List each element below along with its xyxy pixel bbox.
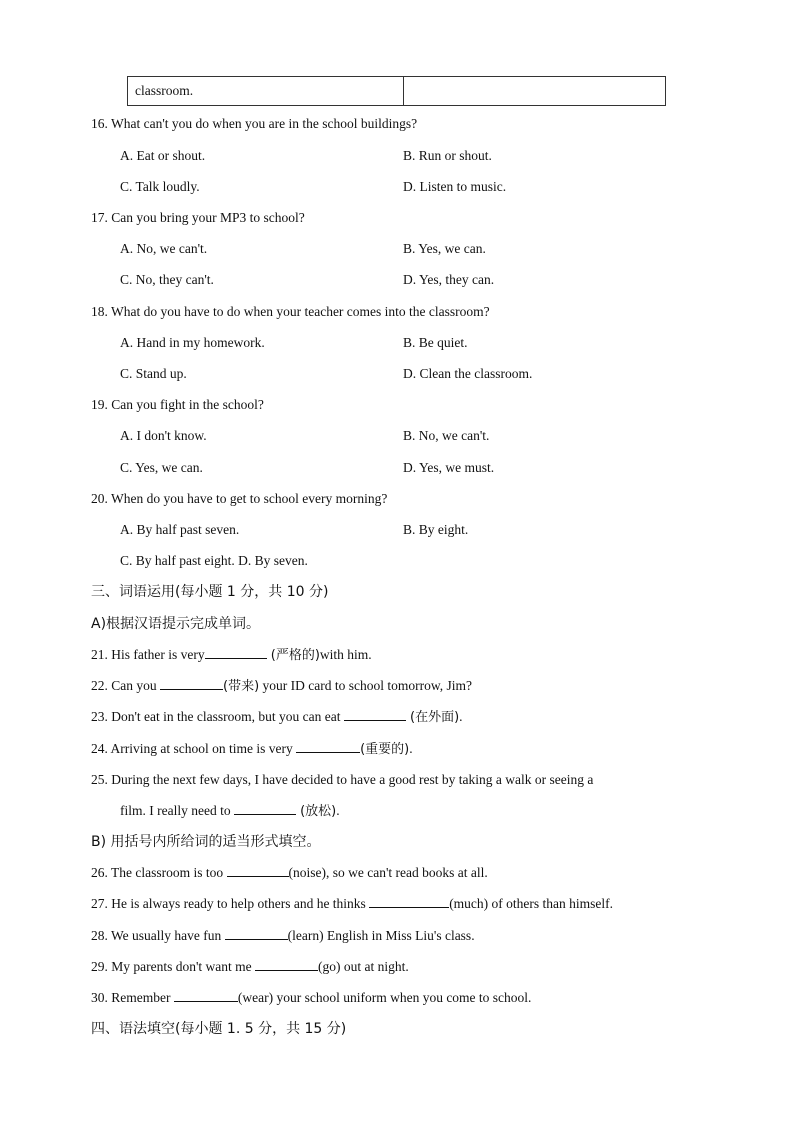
question-18-stem: 18. What do you have to do when your teacher comes into the classroom? — [91, 304, 490, 319]
question-23 — [91, 707, 463, 727]
question-16-option-d: D. Listen to music. — [403, 179, 507, 194]
answer-blank-30[interactable] — [174, 989, 238, 1002]
question-22-text-end: your ID card to school tomorrow, Jim? — [259, 678, 472, 693]
question-30-text-end: your school uniform when you come to school. — [273, 990, 532, 1005]
question-20-option-b: B. By eight. — [403, 522, 469, 537]
question-26-word: (noise) — [288, 865, 326, 880]
question-17-option-d: D. Yes, they can. — [403, 272, 495, 287]
question-28 — [91, 926, 475, 946]
question-25-text-end: . — [336, 803, 340, 818]
answer-table-fragment — [127, 76, 666, 106]
answer-blank-22[interactable] — [160, 677, 223, 690]
answer-blank-27[interactable] — [369, 895, 449, 908]
question-30-word: (wear) — [237, 990, 274, 1005]
question-21-text: 21. His father is very — [91, 647, 205, 662]
question-30-text: 30. Remember — [91, 990, 174, 1005]
question-26 — [91, 863, 488, 883]
question-17-option-b: B. Yes, we can. — [403, 241, 486, 256]
section-4-title: 四、语法填空(每小题 1. 5 分，共 15 分) — [91, 1021, 347, 1037]
question-16-option-c: C. Talk loudly. — [120, 179, 200, 194]
section-3-title: 三、词语运用(每小题 1 分，共 10 分) — [91, 584, 329, 600]
question-27-text-end: of others than himself. — [488, 896, 614, 911]
question-19-option-b: B. No, we can't. — [403, 428, 490, 443]
question-23-hint: (在外面) — [405, 710, 460, 725]
question-25-text: film. I really need to — [120, 803, 234, 818]
answer-blank-26[interactable] — [227, 864, 289, 877]
question-16-option-a: A. Eat or shout. — [120, 148, 206, 163]
answer-blank-21[interactable] — [205, 646, 267, 659]
question-20-stem: 20. When do you have to get to school every morning? — [91, 491, 388, 506]
question-22 — [91, 676, 472, 696]
question-16-option-b: B. Run or shout. — [403, 148, 492, 163]
answer-blank-24[interactable] — [296, 740, 360, 753]
question-27-word: (much) — [449, 896, 489, 911]
question-24-text-end: . — [409, 741, 413, 756]
question-30 — [91, 988, 531, 1008]
question-19-stem: 19. Can you fight in the school? — [91, 397, 264, 412]
question-19-option-a: A. I don't know. — [120, 428, 207, 443]
question-21-hint: (严格的) — [266, 648, 320, 663]
question-23-text-end: . — [459, 709, 463, 724]
question-26-text: 26. The classroom is too — [91, 865, 227, 880]
question-28-text-end: English in Miss Liu's class. — [323, 928, 475, 943]
question-25-line-1: 25. During the next few days, I have decided to have a good rest by taking a walk or seeing a — [91, 772, 594, 787]
question-29-text: 29. My parents don't want me — [91, 959, 256, 974]
question-17-option-c: C. No, they can't. — [120, 272, 214, 287]
question-19-option-c: C. Yes, we can. — [120, 460, 203, 475]
answer-blank-29[interactable] — [255, 958, 318, 971]
question-20-option-c-d: C. By half past eight. D. By seven. — [120, 553, 308, 568]
answer-blank-23[interactable] — [344, 708, 406, 721]
question-18-option-b: B. Be quiet. — [403, 335, 468, 350]
question-17-option-a: A. No, we can't. — [120, 241, 208, 256]
section-3-part-a-instruction: A)根据汉语提示完成单词。 — [91, 616, 261, 632]
question-24-text: 24. Arriving at school on time is very — [91, 741, 297, 756]
table-cell — [404, 77, 665, 105]
question-20-option-a: A. By half past seven. — [120, 522, 240, 537]
question-26-text-end: , so we can't read books at all. — [326, 865, 488, 880]
question-27 — [91, 894, 613, 914]
question-29-word: (go) — [318, 959, 341, 974]
question-29-text-end: out at night. — [340, 959, 409, 974]
question-18-option-a: A. Hand in my homework. — [120, 335, 265, 350]
section-3-part-b-instruction: B) 用括号内所给词的适当形式填空。 — [91, 834, 321, 850]
answer-blank-25[interactable] — [234, 802, 296, 815]
question-22-hint: (带来) — [223, 679, 260, 694]
answer-blank-28[interactable] — [225, 927, 288, 940]
question-21 — [91, 645, 372, 665]
question-17-stem: 17. Can you bring your MP3 to school? — [91, 210, 305, 225]
question-22-text: 22. Can you — [91, 678, 160, 693]
question-23-text: 23. Don't eat in the classroom, but you can eat — [91, 709, 344, 724]
question-25-hint: (放松) — [295, 804, 337, 819]
question-25-line-2 — [120, 801, 340, 821]
question-24-hint: (重要的) — [360, 742, 410, 757]
question-28-word: (learn) — [287, 928, 324, 943]
question-24 — [91, 739, 413, 759]
question-28-text: 28. We usually have fun — [91, 928, 225, 943]
question-19-option-d: D. Yes, we must. — [403, 460, 495, 475]
table-cell: classroom. — [128, 77, 404, 105]
question-16-stem: 16. What can't you do when you are in the school buildings? — [91, 116, 418, 131]
question-18-option-d: D. Clean the classroom. — [403, 366, 533, 381]
question-27-text: 27. He is always ready to help others and he thinks — [91, 896, 370, 911]
question-21-text-end: with him. — [319, 647, 372, 662]
question-29 — [91, 957, 409, 977]
question-18-option-c: C. Stand up. — [120, 366, 187, 381]
